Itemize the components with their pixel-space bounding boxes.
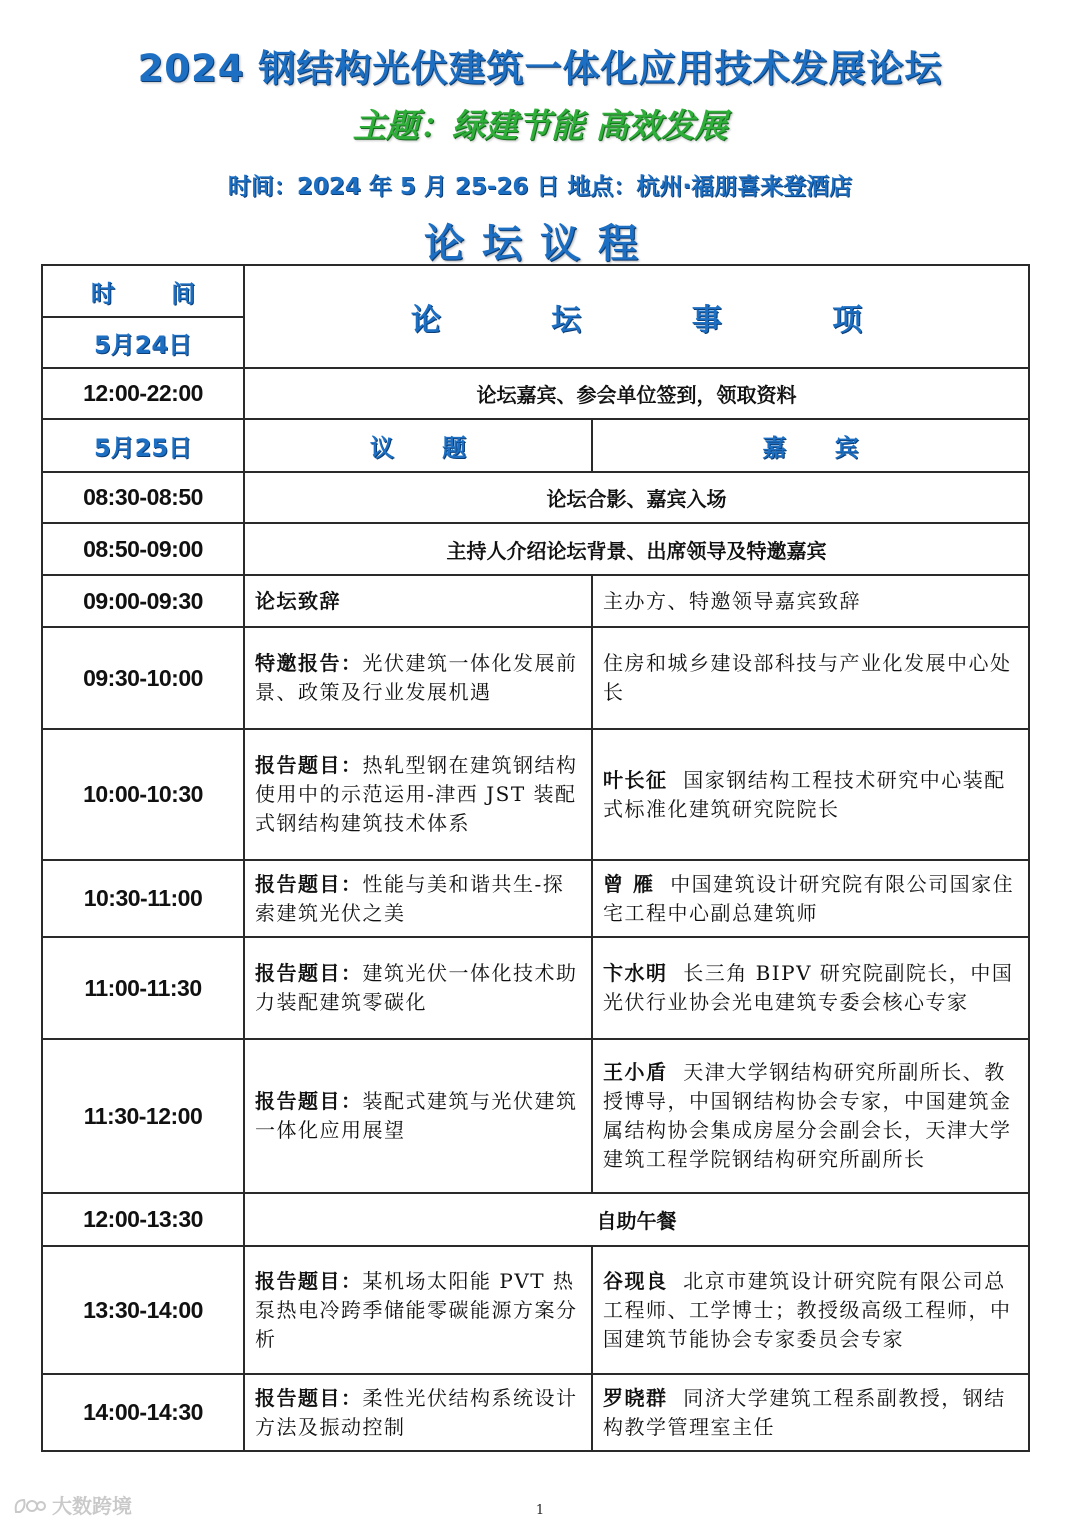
row-topic bbox=[244, 937, 592, 1039]
row-guest bbox=[592, 627, 1029, 729]
table-row bbox=[42, 1246, 1029, 1374]
row-guest bbox=[592, 1246, 1029, 1374]
table-row bbox=[42, 627, 1029, 729]
table-row bbox=[42, 860, 1029, 937]
forum-title: 2024 钢结构光伏建筑一体化应用技术发展论坛 bbox=[137, 47, 943, 90]
row-time: 10:00-10:30 bbox=[42, 729, 244, 860]
col-time-header: 时 间 bbox=[42, 265, 244, 317]
topic-text: 光伏建筑一体化发展前景、政策及行业发展机遇 bbox=[255, 651, 578, 704]
table-row bbox=[42, 729, 1029, 860]
row-time: 09:00-09:30 bbox=[42, 575, 244, 627]
row-time: 12:00-13:30 bbox=[42, 1193, 244, 1246]
guest-text: 主办方、特邀领导嘉宾致辞 bbox=[603, 588, 861, 613]
table-row bbox=[42, 1374, 1029, 1451]
row-item: 自助午餐 bbox=[244, 1193, 1029, 1246]
topic-label: 特邀报告： bbox=[255, 651, 363, 675]
table-row bbox=[42, 575, 1029, 627]
forum-time-location: 时间：2024 年 5 月 25-26 日 地点：杭州·福朋喜来登酒店 bbox=[227, 174, 853, 200]
guest-text: 中国建筑设计研究院有限公司国家住宅工程中心副总建筑师 bbox=[603, 871, 1015, 925]
topic-text: 柔性光伏结构系统设计方法及振动控制 bbox=[255, 1385, 578, 1439]
guest-name: 罗晓群 bbox=[603, 1385, 668, 1410]
topic-text: 装配式建筑与光伏建筑一体化应用展望 bbox=[255, 1089, 578, 1142]
row-guest bbox=[592, 1039, 1029, 1193]
forum-theme: 主题：绿建节能 高效发展 bbox=[352, 106, 728, 145]
table-row bbox=[42, 523, 1029, 575]
topic-text: 建筑光伏一体化技术助力装配建筑零碳化 bbox=[255, 961, 578, 1014]
row-topic bbox=[244, 729, 592, 860]
table-row bbox=[42, 1039, 1029, 1193]
row-topic bbox=[244, 860, 592, 937]
row-time: 11:30-12:00 bbox=[42, 1039, 244, 1193]
topic-label: 报告题目： bbox=[255, 961, 363, 985]
guest-name: 叶长征 bbox=[603, 767, 668, 792]
topic-text: 热轧型钢在建筑钢结构使用中的示范运用-津西 JST 装配式钢结构建筑技术体系 bbox=[255, 753, 578, 835]
row-topic bbox=[244, 1246, 592, 1374]
row-topic bbox=[244, 1039, 592, 1193]
row-guest bbox=[592, 1374, 1029, 1451]
guest-text: 北京市建筑设计研究院有限公司总工程师、工学博士；教授级高级工程师，中国建筑节能协会专家委员会专家 bbox=[603, 1268, 1012, 1351]
row-guest bbox=[592, 729, 1029, 860]
agenda-table bbox=[41, 264, 1030, 1452]
table-row bbox=[42, 937, 1029, 1039]
table-row bbox=[42, 1193, 1029, 1246]
topic-label: 报告题目： bbox=[255, 871, 363, 896]
guest-name: 卞水明 bbox=[603, 961, 668, 985]
row-time: 13:30-14:00 bbox=[42, 1246, 244, 1374]
guest-name: 曾 雁 bbox=[603, 871, 655, 896]
row-time: 12:00-22:00 bbox=[42, 368, 244, 419]
row-item: 论坛嘉宾、参会单位签到，领取资料 bbox=[244, 368, 1029, 419]
table-row bbox=[42, 472, 1029, 523]
row-time: 14:00-14:30 bbox=[42, 1374, 244, 1451]
row-item: 主持人介绍论坛背景、出席领导及特邀嘉宾 bbox=[244, 523, 1029, 575]
guest-name: 王小盾 bbox=[603, 1060, 668, 1084]
topic-text: 某机场太阳能 PVT 热泵热电冷跨季储能零碳能源方案分析 bbox=[255, 1268, 578, 1351]
topic-label: 报告题目： bbox=[255, 1268, 363, 1293]
row-time: 08:30-08:50 bbox=[42, 472, 244, 523]
guest-text: 长三角 BIPV 研究院副院长，中国光伏行业协会光电建筑专委会核心专家 bbox=[603, 961, 1014, 1014]
row-time: 10:30-11:00 bbox=[42, 860, 244, 937]
row-topic bbox=[244, 627, 592, 729]
day1-date: 5月24日 bbox=[42, 317, 244, 368]
col-guest-header: 嘉 宾 bbox=[592, 419, 1029, 472]
guest-text: 国家钢结构工程技术研究中心装配式标准化建筑研究院院长 bbox=[603, 767, 1006, 821]
row-time: 11:00-11:30 bbox=[42, 937, 244, 1039]
row-time: 08:50-09:00 bbox=[42, 523, 244, 575]
guest-name: 谷现良 bbox=[603, 1268, 668, 1293]
guest-text: 天津大学钢结构研究所副所长、教授博导，中国钢结构协会专家，中国建筑金属结构协会集成房屋分会副会长，天津大学建筑工程学院钢结构研究所副所长 bbox=[603, 1060, 1012, 1171]
row-time: 09:30-10:00 bbox=[42, 627, 244, 729]
row-item: 论坛合影、嘉宾入场 bbox=[244, 472, 1029, 523]
col-items-header: 论 坛 事 项 bbox=[244, 265, 1029, 368]
row-guest bbox=[592, 860, 1029, 937]
topic-label: 报告题目： bbox=[255, 1385, 363, 1410]
topic-label: 报告题目： bbox=[255, 1089, 363, 1113]
header-row bbox=[42, 265, 1029, 317]
guest-text: 住房和城乡建设部科技与产业化发展中心处长 bbox=[603, 651, 1012, 704]
guest-text: 同济大学建筑工程系副教授，钢结构教学管理室主任 bbox=[603, 1385, 1006, 1439]
day2-date: 5月25日 bbox=[42, 419, 244, 472]
row-guest bbox=[592, 937, 1029, 1039]
row-topic bbox=[244, 575, 592, 627]
topic-text: 性能与美和谐共生-探索建筑光伏之美 bbox=[255, 871, 565, 925]
watermark-text: 大数跨境 bbox=[52, 1494, 132, 1518]
table-row bbox=[42, 368, 1029, 419]
topic-label: 论坛致辞 bbox=[255, 588, 341, 613]
agenda-title: 论坛议程 bbox=[424, 221, 656, 267]
day2-row bbox=[42, 419, 1029, 472]
topic-label: 报告题目： bbox=[255, 753, 363, 777]
page-number: 1 bbox=[535, 1503, 545, 1518]
row-guest bbox=[592, 575, 1029, 627]
col-topic-header: 议 题 bbox=[244, 419, 592, 472]
row-topic bbox=[244, 1374, 592, 1451]
